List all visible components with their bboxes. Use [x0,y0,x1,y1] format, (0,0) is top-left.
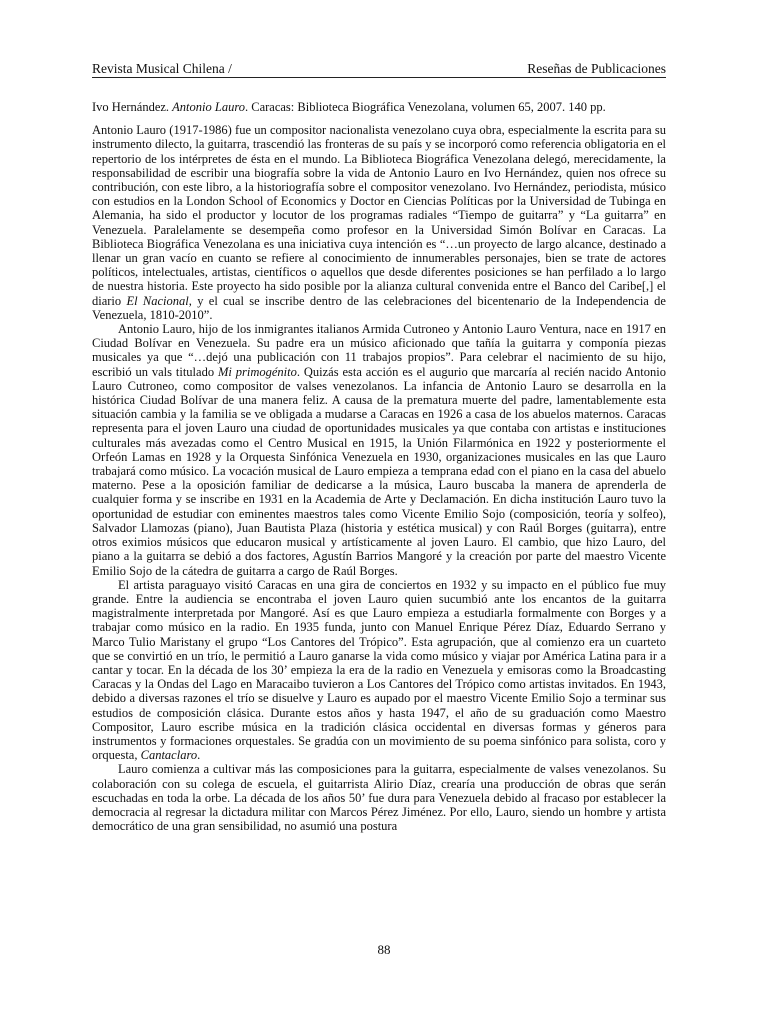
page-body [92,100,666,833]
journal-name: Revista Musical Chilena / [92,61,232,76]
section-name: Reseñas de Publicaciones [527,61,666,76]
citation-author: Ivo Hernández. [92,100,173,114]
page-number: 88 [377,942,391,957]
italic-title: Cantaclaro [140,748,198,763]
header-rule [92,77,666,78]
paragraph [92,578,666,763]
book-citation [92,100,666,114]
citation-title: Antonio Lauro [172,100,245,114]
italic-title: El Nacional [126,293,189,308]
text-run: Lauro comienza a cultivar más las composiciones para la guitarra, especialmente de valses venezolanos. Su colaboración con su colega de escuela, el guitarrista Alirio Díaz, crearía una producción de obras que serán escuchadas en toda la orbe. La década de los años 50’ fue dura para Venezuela debido al fracaso por establecer la democracia al regresar la dictadura militar con Marcos Pérez Jiménez. Por ello, Lauro, siendo un hombre y artista democrático de una gran sensibilidad, no asumió una postura [92,762,666,834]
text-run: El artista paraguayo visitó Caracas en una gira de conciertos en 1932 y su impacto en el público fue muy grande. Entre la audiencia se encontraba el joven Lauro quien sucumbió ante los encantos de la guitarra magistralmente interpretada por Mangoré. Así es que Lauro empieza a estudiarla formalmente con Borges y a trabajar como músico en la radio. En 1935 funda, junto con Manuel Enrique Pérez Díaz, Eduardo Serrano y Marco Tulio Maristany el grupo “Los Cantores del Trópico”. Esta agrupación, que al comienzo era un cuarteto que se convirtió en un trío, le permitió a Lauro ganarse la vida como músico y viajar por América Latina para ir a cantar y tocar. En la década de los 30’ empieza la era de la radio en Venezuela y emisoras como la Broadcasting Caracas y la Ondas del Lago en Maracaibo tuvieron a Los Cantores del Trópico como artistas invitados. En 1943, debido a diversas razones el trío se disuelve y Lauro es aupado por el maestro Vicente Emilio Sojo a terminar sus estudios de composición clásica. Durante estos años y hasta 1947, el año de su graduación como Maestro Compositor, Lauro escribe música en la tradición clásica occidental en diversas formas y géneros para instrumentos y formaciones orquestales. Se gradúa con un movimiento de su poema sinfónico para solista, coro y orquesta, [92,577,666,763]
citation-details: . Caracas: Biblioteca Biográfica Venezolana, volumen 65, 2007. 140 pp. [244,100,606,114]
text-run: . Quizás esta acción es el augurio que marcaría al recién nacido Antonio Lauro Cutroneo, como compositor de valses venezolanos. La infancia de Antonio Lauro se desarrolla en la histórica Ciudad Bolívar de una manera feliz. A causa de la prematura muerte del padre, lamentablemente esta situación cambia y la familia se ve obligada a mudarse a Caracas en 1926 a casa de los abuelos maternos. Caracas representa para el joven Lauro una ciudad de oportunidades musicales ya que contaba con artistas e instituciones culturales más avezadas como el Centro Musical en 1915, la Unión Filarmónica en 1922 y posteriormente el Orfeón Lamas en 1928 y la Orquesta Sinfónica Venezuela en 1930, organizaciones musicales en las que Lauro trabajará como músico. La vocación musical de Lauro empieza a temprana edad con el piano en la casa del abuelo materno. Pese a la oposición familiar de dedicarse a la música, Lauro buscaba la manera de aprenderla de cualquier forma y se inscribe en 1931 en la Academia de Arte y Declamación. En dicha institución Lauro tuvo la oportunidad de estudiar con eminentes maestros tales como Vicente Emilio Sojo (composición, teoría y solfeo), Salvador Llamozas (piano), Juan Bautista Plaza (historia y estética musical) y con Raúl Borges (guitarra), entre otros eximios músicos que educaron musical y artísticamente al joven Lauro. El cambio, que hizo Lauro, del piano a la guitarra se debió a dos factores, Agustín Barrios Mangoré y la creación por parte del maestro Vicente Emilio Sojo de la cátedra de guitarra a cargo de Raúl Borges. [92,364,666,578]
text-run: , y el cual se inscribe dentro de las celebraciones del bicentenario de la Independencia de Venezuela, 1810-2010”. [92,293,666,322]
paragraph [92,762,666,833]
running-header [92,55,666,77]
review-text [92,123,666,833]
paragraph [92,123,666,322]
text-run: Antonio Lauro, hijo de los inmigrantes italianos Armida Cutroneo y Antonio Lauro Ventura, nace en 1917 en Ciudad Bolívar en Venezuela. Su padre era un músico aficionado que tañía la guitarra y componía piezas musicales ya que “…dejó una publicación con 11 trabajos propios”. Para celebrar el nacimiento de su hijo, escribió un vals titulado [92,322,666,379]
text-run: Antonio Lauro (1917-1986) fue un compositor nacionalista venezolano cuya obra, especialmente la escrita para su instrumento dilecto, la guitarra, trascendió las fronteras de su país y se incorporó como referencia obligatoria en el repertorio de los intérpretes de ésta en el mundo. La Biblioteca Biográfica Venezolana delegó, merecidamente, la responsabilidad de escribir una biografía sobre la vida de Antonio Lauro en Ivo Hernández, quien nos ofrece su contribución, con este libro, a la historiografía sobre el compositor venezolano. Ivo Hernández, periodista, músico con estudios en la London School of Economics y Doctor en Ciencias Políticas por la Universidad de Tubinga en Alemania, ha sido el productor y locutor de los programas radiales “Tiempo de guitarra” y “La guitarra” en Venezuela. Paralelamente se desempeña como profesor en la Universidad Simón Bolívar en Caracas. La Biblioteca Biográfica Venezolana es una iniciativa cuya intención es “…un proyecto de largo alcance, destinado a llenar un gran vacío en cuanto se refiere al conocimiento de innumerables personajes, bien se trate de actores políticos, intelectuales, artistas, científicos o aquellos que desde diferentes posiciones se han perfilado a lo largo de nuestra historia. Este proyecto ha sido posible por la alianza cultural convenida entre el Banco del Caribe[,] el diario [92,123,666,308]
italic-title: Mi primogénito [217,364,297,379]
paragraph [92,322,666,578]
text-run: . [197,748,201,763]
